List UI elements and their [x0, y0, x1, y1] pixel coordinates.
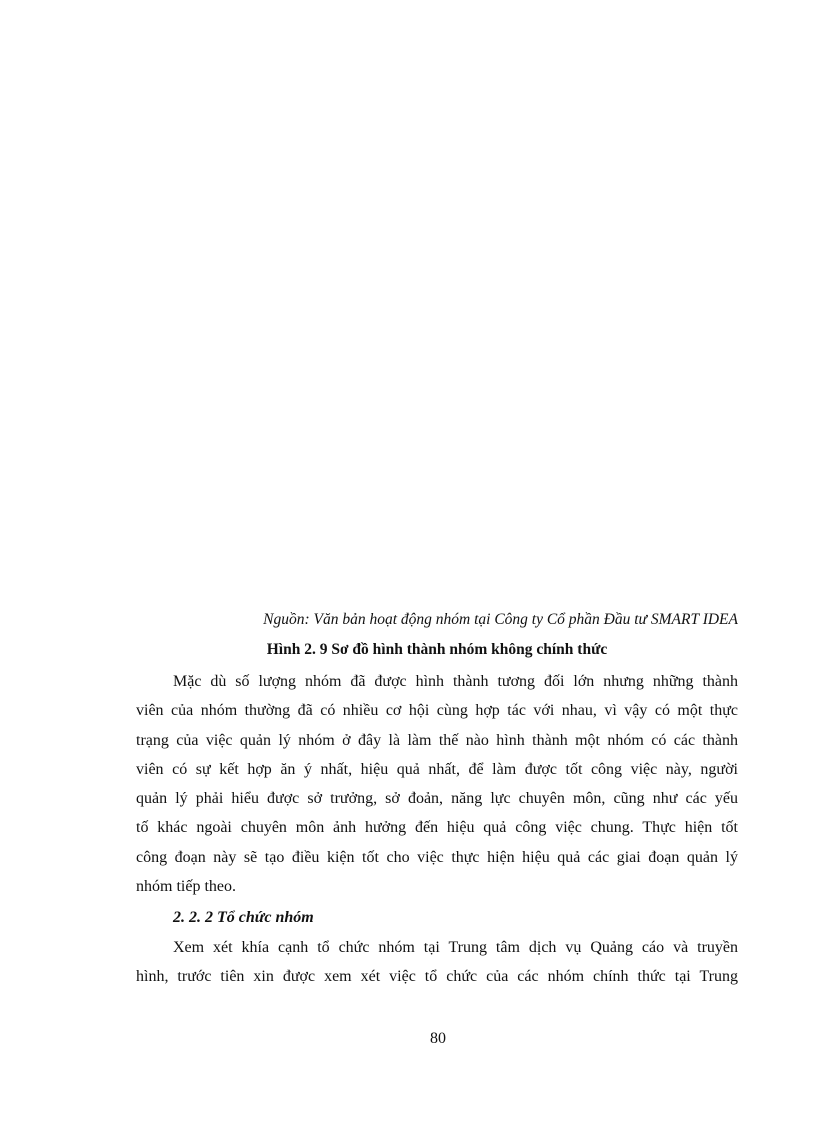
section-heading: 2. 2. 2 Tổ chức nhóm — [173, 909, 314, 926]
paragraph-team-organization — [136, 933, 738, 992]
paragraph-line: hình, trước tiên xin được xem xét việc tổ chức của các nhóm chính thức tại Trung — [136, 968, 738, 986]
paragraph-team-formation — [136, 667, 738, 901]
paragraph-line: Xem xét khía cạnh tổ chức nhóm tại Trung tâm dịch vụ Quảng cáo và truyền — [173, 939, 738, 956]
page-number: 80 — [430, 1030, 446, 1047]
paragraph-line: viên có sự kết hợp ăn ý nhất, hiệu quả nhất, để làm được tốt công việc này, người — [136, 760, 738, 778]
paragraph-line: Mặc dù số lượng nhóm đã được hình thành tương đối lớn nhưng những thành — [173, 673, 738, 690]
paragraph-line: trạng của việc quản lý nhóm ở đây là làm thế nào hình thành một nhóm có các thành — [136, 731, 738, 749]
figure-source-note: Nguồn: Văn bản hoạt động nhóm tại Công ty Cổ phần Đầu tư SMART IDEA — [263, 611, 738, 628]
paragraph-line: viên của nhóm thường đã có nhiều cơ hội cùng hợp tác với nhau, vì vậy có một thực — [136, 702, 738, 720]
paragraph-line: công đoạn này sẽ tạo điều kiện tốt cho việc thực hiện hiệu quả các giai đoạn quản lý — [136, 848, 738, 866]
paragraph-line: tố khác ngoài chuyên môn ảnh hưởng đến hiệu quả công việc chung. Thực hiện tốt — [136, 819, 738, 837]
figure-caption: Hình 2. 9 Sơ đồ hình thành nhóm không chính thức — [266, 641, 608, 658]
figure-area — [136, 40, 740, 600]
paragraph-line: quản lý phải hiểu được sở trưởng, sở đoản, năng lực chuyên môn, cũng như các yếu — [136, 790, 738, 808]
paragraph-line: nhóm tiếp theo. — [136, 878, 236, 896]
